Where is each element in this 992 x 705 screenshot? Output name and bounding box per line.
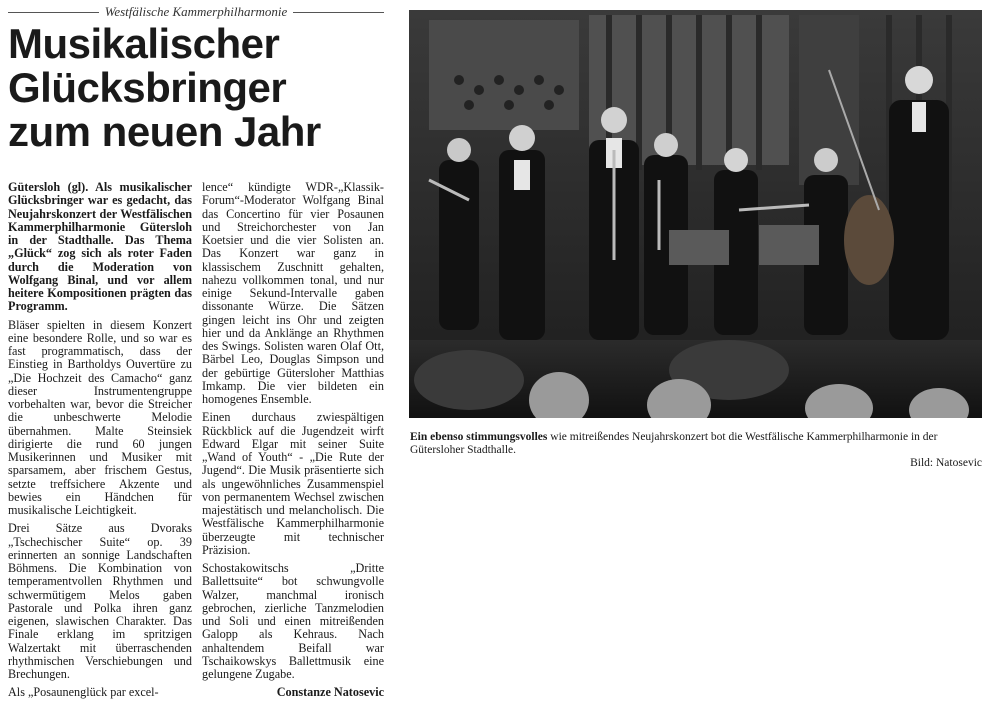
author-byline: Constanze Natosevic — [276, 685, 384, 700]
kicker-rule-left — [8, 12, 99, 13]
paragraph: Als „Posaunenglück par excel- — [8, 685, 159, 700]
photo-credit: Bild: Natosevic — [910, 457, 982, 469]
paragraph: lence“ kündigte WDR-„Klassik-Forum“-Moderator Wolfgang Binal das Concertino für vier Posaunen und Streichorchester von Jan Koetsier und die vier Solisten an. Das Konzert war ganz in klassischem Zuschnitt gehalten, nahezu vollkommen tonal, und nur einige Sekund-Intervalle gaben dissonante Würze. Die Sätzen gingen leicht ins Ohr und zeigten hier und da Anklänge an Rhythmen des Swings. Solisten waren Olaf Ott, Bärbel Leo, Douglas Simpson und der gebürtige Gütersloher Matthias Imkamp. Die vier bildeten ein homogenes Ensemble. — [202, 180, 384, 406]
headline — [8, 22, 388, 154]
concert-photo — [409, 10, 982, 418]
concert-photo-illustration — [409, 10, 982, 418]
headline-line-1: Musikalischer — [8, 20, 280, 67]
lead-paragraph: Gütersloh (gl). Als musikalischer Glücksbringer war es gedacht, das Neujahrskonzert der Westfälischen Kammerphilharmonie Gütersloh in der Stadthalle. Das Thema „Glück“ zog sich als roter Faden durch die Moderation von Wolfgang Binal, und vor allem heitere Kompositionen prägten das Programm. — [8, 180, 192, 314]
paragraph: Bläser spielten in diesem Konzert eine besondere Rolle, und so war es fast programmatisch, dass der Einstieg in Bartholdys Ouvertüre zu „Die Hochzeit des Camacho“ ganz dieser Instrumentengruppe vorbehalten war, bevor die Streicher die unbeschwerte Melodie übernahmen. Malte Steinsiek dirigierte die rund 60 jungen Musikerinnen und Musiker mit sparsamem, aber frischem Gestus, setzte treffsichere Akzente und bewies ein Händchen für musikalische Leichtigkeit. — [8, 317, 192, 517]
paragraph: Schostakowitschs „Dritte Ballettsuite“ bot schwungvolle Walzer, manchmal ironisch gebrochen, zierliche Tanzmelodien und Soli und einen mitreißenden Galopp als Kehraus. Nach anhaltendem Beifall war Tschaikowskys Ballettmusik eine gelungene Zugabe. — [202, 561, 384, 681]
article-column-1 — [8, 181, 192, 705]
photo-caption — [410, 431, 982, 470]
paragraph: Einen durchaus zwiespältigen Rückblick auf die Jugendzeit wirft Edward Elgar mit seiner Suite „Wand of Youth“ - „Die Rute der Jugend“. Die Musik präsentierte sich als ungewöhnliches Zusammenspiel von permanentem Wechsel zwischen majestätisch und melancholisch. Die Westfälische Kammerphilharmonie überzeugte mit technischer Präzision. — [202, 410, 384, 557]
headline-line-3: zum neuen Jahr — [8, 108, 321, 155]
headline-line-2: Glücksbringer — [8, 64, 287, 111]
caption-text: wie mitreißendes Neujahrskonzert bot die Westfälische Kammerphilharmonie in der Gütersloher Stadthalle. — [410, 431, 938, 456]
kicker-text: Westfälische Kammerphilharmonie — [104, 4, 288, 19]
kicker-rule-right — [293, 12, 384, 13]
article-column-2 — [202, 181, 384, 700]
kicker — [8, 4, 384, 20]
paragraph: Drei Sätze aus Dvoraks „Tschechischer Suite“ op. 39 erinnerten an sonnige Landschaften Böhmens. Die Kombination von temperamentvollen Rhythmen und schwermütigem Melos gaben Pastorale und Polka ihren ganz eigenen, slawischen Charakter. Das Finale erklang im spritzigen Walzertakt mit überraschenden rhythmischen Verschiebungen und Brechungen. — [8, 521, 192, 681]
caption-lead: Ein ebenso stimmungsvolles — [410, 431, 548, 443]
